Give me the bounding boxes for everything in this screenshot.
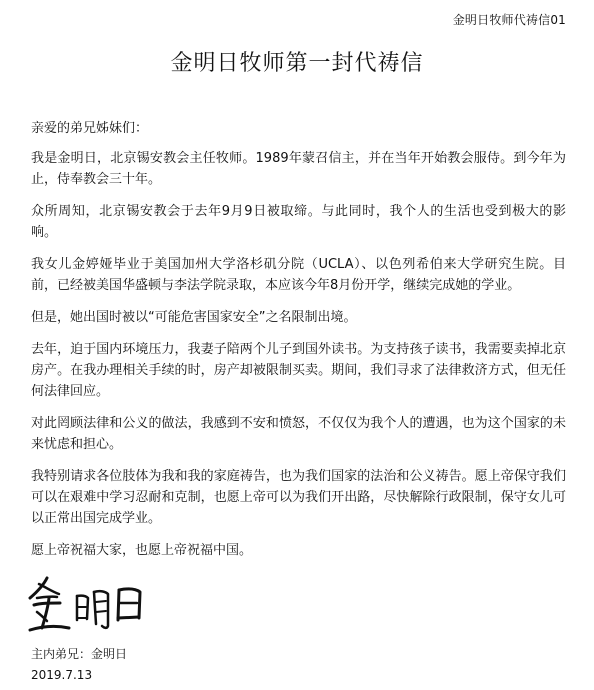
letter-greeting: 亲爱的弟兄姊妹们： (31, 121, 149, 136)
signer-line: 主内弟兄：金明日 (31, 647, 128, 661)
letter-paragraph-4: 但是，她出国时被以“可能危害国家安全”之名限制出境。 (31, 310, 357, 325)
signature-date: 2019.7.13 (31, 668, 93, 682)
letter-closing: 愿上帝祝福大家，也愿上帝祝福中国。 (31, 543, 253, 558)
handwritten-signature (25, 574, 155, 638)
letter-paragraph-5: 去年，迫于国内环境压力，我妻子陪两个儿子到国外读书。为支持孩子读书，我需要卖掉北京房产。在我办理相关手续的时，房产却被限制买卖。期间，我们寻求了法律救济方式，但无任何法律回应。 (31, 342, 566, 399)
document-id-label: 金明日牧师代祷信01 (452, 13, 566, 27)
letter-paragraph-6: 对此罔顾法律和公义的做法，我感到不安和愤怒，不仅仅为我个人的遭遇，也为这个国家的未来忧虑和担心。 (31, 416, 566, 452)
letter-paragraph-2: 众所周知，北京锡安教会于去年9月9日被取缔。与此同时，我个人的生活也受到极大的影响。 (31, 204, 566, 240)
letter-paragraph-1: 我是金明日，北京锡安教会主任牧师。1989年蒙召信主，并在当年开始教会服侍。到今年为止，侍奉教会三十年。 (31, 151, 566, 187)
letter-paragraph-3: 我女儿金婷娅毕业于美国加州大学洛杉矶分院（UCLA）、以色列希伯来大学研究生院。目前，已经被美国华盛顿与李法学院录取，本应该今年8月份开学，继续完成她的学业。 (31, 257, 566, 293)
letter-paragraph-7: 我特别请求各位肢体为我和我的家庭祷告，也为我们国家的法治和公义祷告。愿上帝保守我们可以在艰难中学习忍耐和克制，也愿上帝可以为我们开出路，尽快解除行政限制，保守女儿可以正常出国完成学业。 (31, 469, 566, 526)
letter-body (31, 118, 566, 572)
letter-title: 金明日牧师第一封代祷信 (170, 51, 424, 76)
